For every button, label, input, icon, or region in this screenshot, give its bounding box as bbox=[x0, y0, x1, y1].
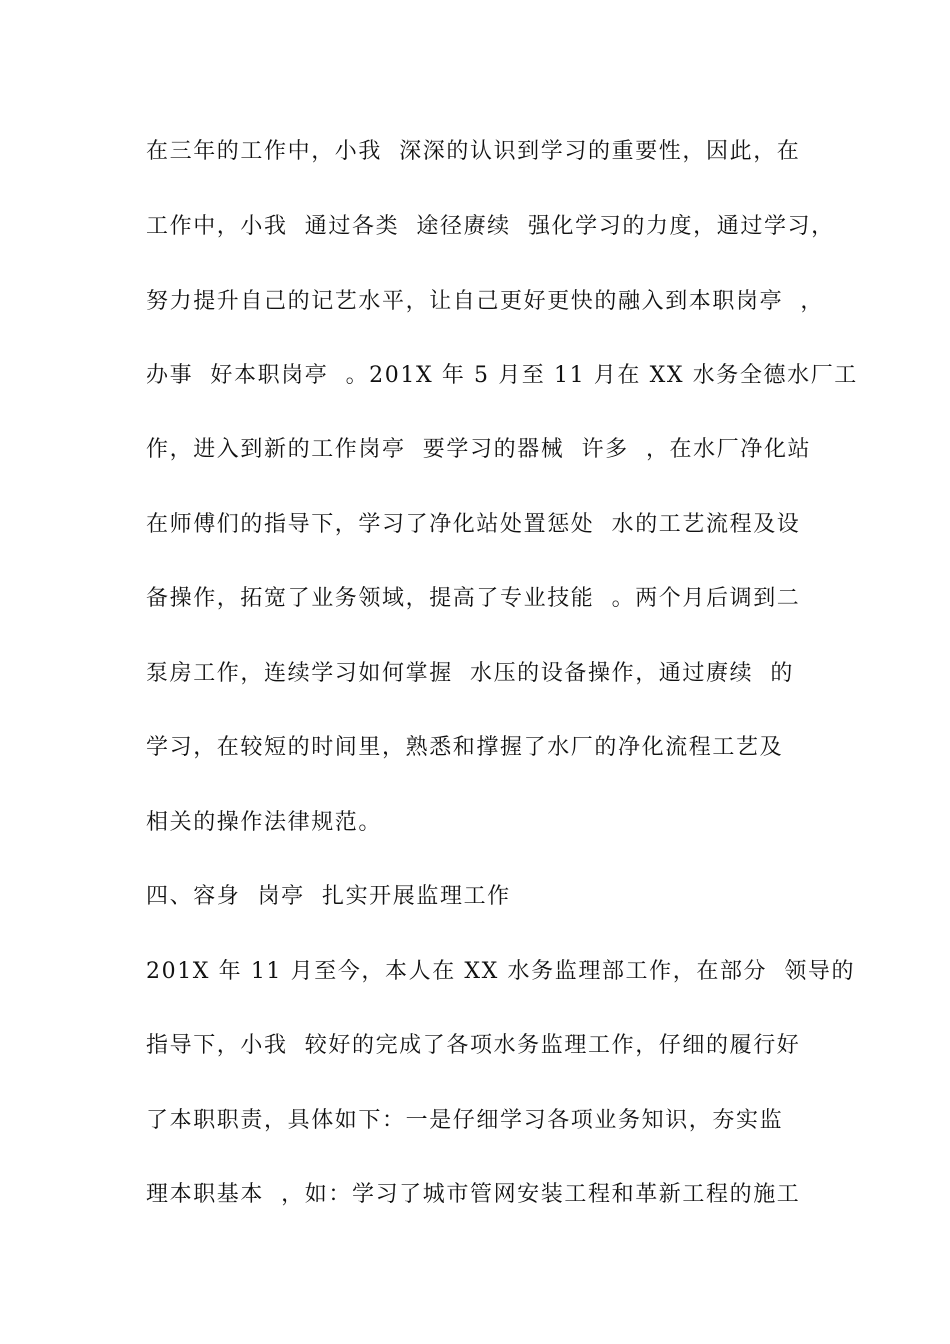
section-heading: 四、容身 岗亭 扎实开展监理工作 bbox=[146, 884, 511, 909]
paragraph-line: 泵房工作，连续学习如何掌握 水压的设备操作，通过赓续 的 bbox=[146, 661, 794, 686]
paragraph-line: 在师傅们的指导下，学习了净化站处置惩处 水的工艺流程及设 bbox=[146, 512, 801, 537]
paragraph-line: 办事 好本职岗亭 。201X 年 5 月至 11 月在 XX 水务全德水厂工 bbox=[146, 363, 858, 388]
paragraph-line: 相关的操作法律规范。 bbox=[146, 810, 383, 835]
paragraph-line: 201X 年 11 月至今，本人在 XX 水务监理部工作，在部分 领导的 bbox=[146, 959, 856, 984]
paragraph-line: 工作中，小我 通过各类 途径赓续 强化学习的力度，通过学习， bbox=[146, 214, 835, 239]
paragraph-line: 指导下，小我 较好的完成了各项水务监理工作，仔细的履行好 bbox=[146, 1033, 801, 1058]
paragraph-line: 备操作，拓宽了业务领域，提高了专业技能 。两个月后调到二 bbox=[146, 586, 801, 611]
paragraph-line: 努力提升自己的记艺水平，让自己更好更快的融入到本职岗亭 ， bbox=[146, 289, 824, 314]
paragraph-line: 理本职基本 ，如：学习了城市管网安装工程和革新工程的施工 bbox=[146, 1182, 801, 1207]
paragraph-line: 在三年的工作中，小我 深深的认识到学习的重要性，因此，在 bbox=[146, 139, 801, 164]
paragraph-line: 学习，在较短的时间里，熟悉和撑握了水厂的净化流程工艺及 bbox=[146, 735, 784, 760]
paragraph-line: 作，进入到新的工作岗亭 要学习的器械 许多 ，在水厂净化站 bbox=[146, 437, 812, 462]
paragraph-line: 了本职职责，具体如下：一是仔细学习各项业务知识，夯实监 bbox=[146, 1108, 784, 1133]
